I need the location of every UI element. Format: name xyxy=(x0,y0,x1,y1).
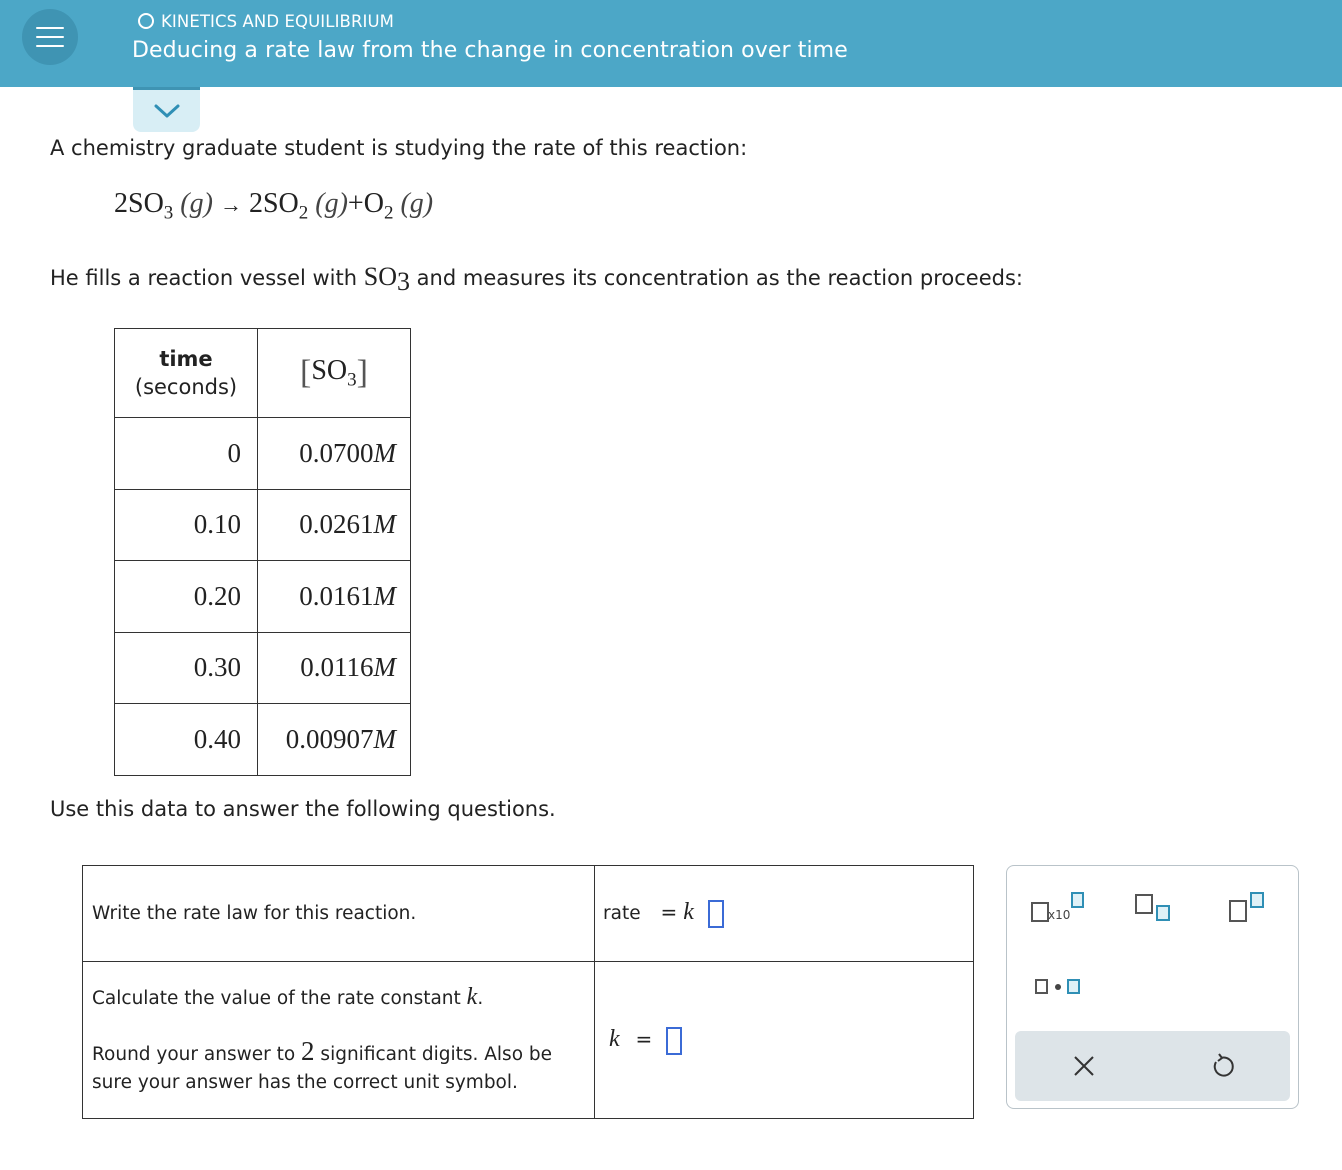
topic-label: KINETICS AND EQUILIBRIUM xyxy=(138,10,394,32)
concentration-cell: 0.00907M xyxy=(258,704,411,776)
time-cell: 0 xyxy=(115,418,258,490)
progress-circle-icon xyxy=(138,13,154,29)
collapse-header-button[interactable] xyxy=(133,87,200,132)
toolbox-actions xyxy=(1015,1031,1290,1101)
questions-table xyxy=(82,865,974,1119)
chevron-down-icon xyxy=(153,103,181,119)
procedure-text: He fills a reaction vessel with $SO_3$ and measures its concentration as the reaction proceeds: xyxy=(50,262,1023,297)
rate-law-input[interactable] xyxy=(708,900,724,928)
page-title: Deducing a rate law from the change in concentration over time xyxy=(132,38,848,63)
time-cell: 0.40 xyxy=(115,704,258,776)
concentration-column-header: $[SO_3]$ xyxy=(258,329,411,418)
table-row xyxy=(115,489,411,561)
reaction-equation: $2SO_3$ $(g) \to 2SO_2$ $(g)+O_2$ (g) xyxy=(114,188,434,224)
hamburger-menu-icon[interactable] xyxy=(22,9,78,65)
undo-button[interactable] xyxy=(1153,1031,1290,1101)
concentration-cell: 0.0161M xyxy=(258,561,411,633)
concentration-cell: 0.0116M xyxy=(258,632,411,704)
rate-law-prompt: Write the rate law for this reaction. xyxy=(83,866,595,962)
multiply-dot-icon[interactable] xyxy=(1033,976,1089,998)
undo-icon xyxy=(1210,1053,1234,1079)
concentration-table xyxy=(114,328,411,776)
question-row-rate-law xyxy=(83,866,974,962)
instructions-text: Use this data to answer the following questions. xyxy=(50,797,556,821)
subscript-icon[interactable] xyxy=(1133,892,1177,922)
clear-button[interactable] xyxy=(1015,1031,1152,1101)
concentration-cell: 0.0261M xyxy=(258,489,411,561)
superscript-icon[interactable] xyxy=(1227,890,1271,924)
math-toolbox xyxy=(1006,865,1299,1109)
header-bar xyxy=(0,0,1342,87)
time-column-header: time (seconds) xyxy=(115,329,258,418)
rate-constant-answer-cell: k = xyxy=(595,962,974,1119)
times-ten-power-icon[interactable]: x10 xyxy=(1029,890,1089,926)
rate-constant-input[interactable] xyxy=(666,1027,682,1055)
table-row xyxy=(115,632,411,704)
table-header-row xyxy=(115,329,411,418)
concentration-cell: 0.0700M xyxy=(258,418,411,490)
intro-text: A chemistry graduate student is studying the rate of this reaction: xyxy=(50,136,748,160)
rate-law-answer-cell: rate = k xyxy=(595,866,974,962)
time-cell: 0.30 xyxy=(115,632,258,704)
question-row-rate-constant xyxy=(83,962,974,1119)
table-row xyxy=(115,418,411,490)
time-cell: 0.10 xyxy=(115,489,258,561)
rate-constant-prompt: Calculate the value of the rate constant k. Round your answer to 2 significant digits. Also be sure your answer has the correct unit symbol. xyxy=(83,962,595,1119)
close-icon xyxy=(1073,1055,1095,1077)
table-row xyxy=(115,704,411,776)
table-row xyxy=(115,561,411,633)
time-cell: 0.20 xyxy=(115,561,258,633)
